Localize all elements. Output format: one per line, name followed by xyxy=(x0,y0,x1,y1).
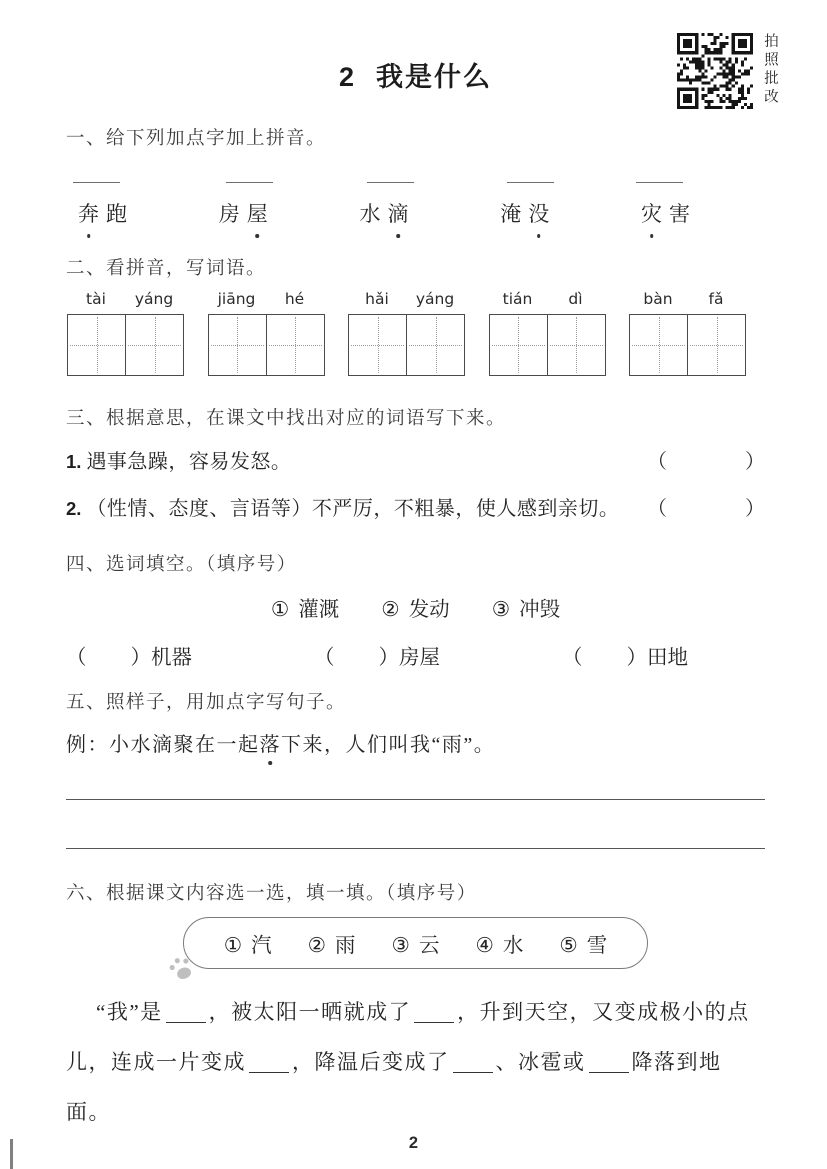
bracket-close: ） xyxy=(745,498,765,520)
question-item-1 xyxy=(66,447,765,477)
option-number: ① xyxy=(223,935,243,957)
option-word: 水 xyxy=(502,935,524,957)
question-number: 1. xyxy=(66,451,82,472)
bracket-open: （ xyxy=(66,647,87,669)
paragraph-line-2 xyxy=(66,1037,765,1137)
pinyin-blank-line xyxy=(636,182,683,183)
writing-grid-group xyxy=(489,290,606,376)
option-item xyxy=(224,928,272,958)
word-char: 没 xyxy=(528,198,549,228)
option-item xyxy=(475,928,523,958)
word-char: 灾 xyxy=(641,198,662,228)
qr-block xyxy=(677,33,781,113)
option-item xyxy=(271,592,339,622)
section-4-fill-row xyxy=(66,640,688,670)
para-text: 、冰雹或 xyxy=(495,1050,586,1074)
paragraph-line-1 xyxy=(66,987,765,1037)
pinyin-pair xyxy=(348,290,465,314)
option-item xyxy=(381,592,449,622)
question-text: 遇事急躁，容易发怒。 xyxy=(86,451,292,473)
bracket-open: （ xyxy=(647,451,667,473)
pinyin-syllable: jiāng xyxy=(217,290,256,308)
bracket-open: （ xyxy=(314,647,335,669)
options-pill-box xyxy=(183,917,648,969)
option-word: 冲毁 xyxy=(519,599,561,621)
pinyin-blank-line xyxy=(507,182,554,183)
question-text: （性情、态度、言语等）不严厉，不粗暴，使人感到亲切。 xyxy=(86,498,620,520)
pinyin-syllable: dì xyxy=(568,290,583,308)
fill-paragraph xyxy=(66,987,765,1137)
word-item-shuidi xyxy=(360,182,409,228)
example-post: 下来，人们叫我“雨”。 xyxy=(281,734,496,756)
option-word: 雨 xyxy=(335,935,356,957)
pinyin-syllable: hé xyxy=(284,290,305,308)
answer-bracket xyxy=(647,447,765,477)
answer-bracket xyxy=(647,494,765,524)
scan-edge-artifact xyxy=(10,1139,13,1169)
bracket-close: ） xyxy=(745,451,765,473)
word-item-yanmo xyxy=(500,182,549,228)
option-word: 发动 xyxy=(408,599,450,621)
answer-line xyxy=(66,799,765,800)
fill-blank xyxy=(589,1052,629,1073)
fill-label: 房屋 xyxy=(399,647,440,669)
option-word: 汽 xyxy=(251,935,272,957)
pinyin-blank-line xyxy=(226,182,273,183)
option-number: ④ xyxy=(475,935,494,957)
bracket-close: ） xyxy=(130,647,151,669)
bracket-close: ） xyxy=(626,647,647,669)
fill-label: 田地 xyxy=(647,647,688,669)
option-number: ② xyxy=(307,935,327,957)
fill-item xyxy=(66,640,192,670)
word-char: 跑 xyxy=(106,202,127,226)
word-char: 水 xyxy=(359,202,381,226)
answer-line xyxy=(66,848,765,849)
fill-blank xyxy=(166,1002,206,1023)
pinyin-pair xyxy=(208,290,325,314)
para-text: 儿，连成一片变成 xyxy=(66,1050,246,1074)
fill-blank xyxy=(414,1002,454,1023)
option-number: ③ xyxy=(491,599,511,621)
pinyin-syllable: yáng xyxy=(134,290,174,308)
bracket-open: （ xyxy=(647,498,667,520)
pinyin-syllable: tián xyxy=(502,290,533,308)
page-title xyxy=(339,62,492,92)
writing-grid-group xyxy=(208,290,325,376)
writing-cell xyxy=(349,315,406,375)
option-item xyxy=(308,928,356,958)
option-item xyxy=(492,592,560,622)
pinyin-pair xyxy=(629,290,746,314)
writing-cell xyxy=(687,315,745,375)
option-word: 云 xyxy=(418,935,440,957)
para-text: ，升到天空，又变成极小的点 xyxy=(457,1000,750,1024)
pinyin-syllable: yáng xyxy=(415,290,455,308)
option-item xyxy=(559,928,607,958)
option-number: ⑤ xyxy=(559,935,578,957)
fill-blank xyxy=(453,1052,493,1073)
option-number: ③ xyxy=(391,935,410,957)
tian-zi-grid xyxy=(208,314,325,376)
writing-cell xyxy=(547,315,605,375)
word-item-benpao xyxy=(78,182,127,228)
title-row xyxy=(66,0,765,94)
section-4-heading: 四、选词填空。（填序号） xyxy=(66,555,297,575)
section-2-heading: 二、看拼音，写词语。 xyxy=(66,259,267,279)
word-char: 奔 xyxy=(78,198,99,228)
option-number: ② xyxy=(381,599,400,621)
option-item xyxy=(392,928,440,958)
example-pre: 例：小水滴聚在一起 xyxy=(66,734,260,756)
word-char: 房 xyxy=(218,202,240,226)
fill-item xyxy=(562,640,688,670)
word-item-fangwu xyxy=(219,182,268,228)
writing-cell xyxy=(630,315,687,375)
section-3-heading: 三、根据意思，在课文中找出对应的词语写下来。 xyxy=(66,409,507,429)
pinyin-blank-line xyxy=(73,182,120,183)
example-sentence xyxy=(66,728,765,757)
word-char: 害 xyxy=(669,202,690,226)
option-number: ① xyxy=(270,599,290,621)
fill-item xyxy=(314,640,440,670)
page-number: 2 xyxy=(408,1134,419,1152)
question-number: 2. xyxy=(66,498,82,519)
pinyin-syllable: hǎi xyxy=(365,290,389,308)
writing-cell xyxy=(406,315,464,375)
option-word: 雪 xyxy=(586,935,608,957)
fill-label: 机器 xyxy=(151,647,192,669)
qr-label: 拍照批改 xyxy=(762,33,778,107)
para-text: ，降温后变成了 xyxy=(292,1050,450,1074)
pinyin-syllable: bàn xyxy=(643,290,673,308)
lesson-number: 2 xyxy=(338,62,357,92)
tian-zi-grid xyxy=(67,314,184,376)
word-char: 滴 xyxy=(388,198,409,228)
pinyin-syllable: fǎ xyxy=(708,290,724,308)
tian-zi-grid xyxy=(489,314,606,376)
section-1-words xyxy=(78,182,690,228)
paw-print-icon xyxy=(164,950,199,983)
pinyin-pair xyxy=(489,290,606,314)
qr-code-icon xyxy=(677,33,753,109)
dotted-character: 落 xyxy=(260,728,282,757)
para-text: ，被太阳一晒就成了 xyxy=(208,1000,412,1024)
section-5-heading: 五、照样子，用加点字写句子。 xyxy=(66,693,347,713)
pinyin-syllable: tài xyxy=(86,290,106,308)
lesson-title-text: 我是什么 xyxy=(376,62,493,92)
bracket-open: （ xyxy=(562,647,583,669)
question-item-2 xyxy=(66,494,765,524)
para-text: 降落到地面。 xyxy=(66,1050,722,1124)
writing-cell xyxy=(266,315,324,375)
section-1-heading: 一、给下列加点字加上拼音。 xyxy=(66,129,327,149)
bracket-close: ） xyxy=(378,647,399,669)
word-char: 屋 xyxy=(247,198,268,228)
para-text: “我”是 xyxy=(96,1000,163,1024)
tian-zi-grid xyxy=(629,314,746,376)
writing-cell xyxy=(209,315,266,375)
word-item-zaihai xyxy=(641,182,690,228)
section-4-options xyxy=(66,592,765,622)
tian-zi-grid xyxy=(348,314,465,376)
pinyin-pair xyxy=(67,290,184,314)
writing-cell xyxy=(125,315,183,375)
writing-grid-group xyxy=(629,290,746,376)
section-6-heading: 六、根据课文内容选一选，填一填。（填序号） xyxy=(66,884,477,904)
option-word: 灌溉 xyxy=(298,599,340,621)
pinyin-blank-line xyxy=(367,182,414,183)
fill-blank xyxy=(249,1052,289,1073)
writing-cell xyxy=(68,315,125,375)
writing-grid-group xyxy=(348,290,465,376)
writing-cell xyxy=(490,315,547,375)
section-2-grids xyxy=(67,290,746,376)
section-6-options-row xyxy=(66,917,765,969)
writing-grid-group xyxy=(67,290,184,376)
word-char: 淹 xyxy=(500,202,522,226)
